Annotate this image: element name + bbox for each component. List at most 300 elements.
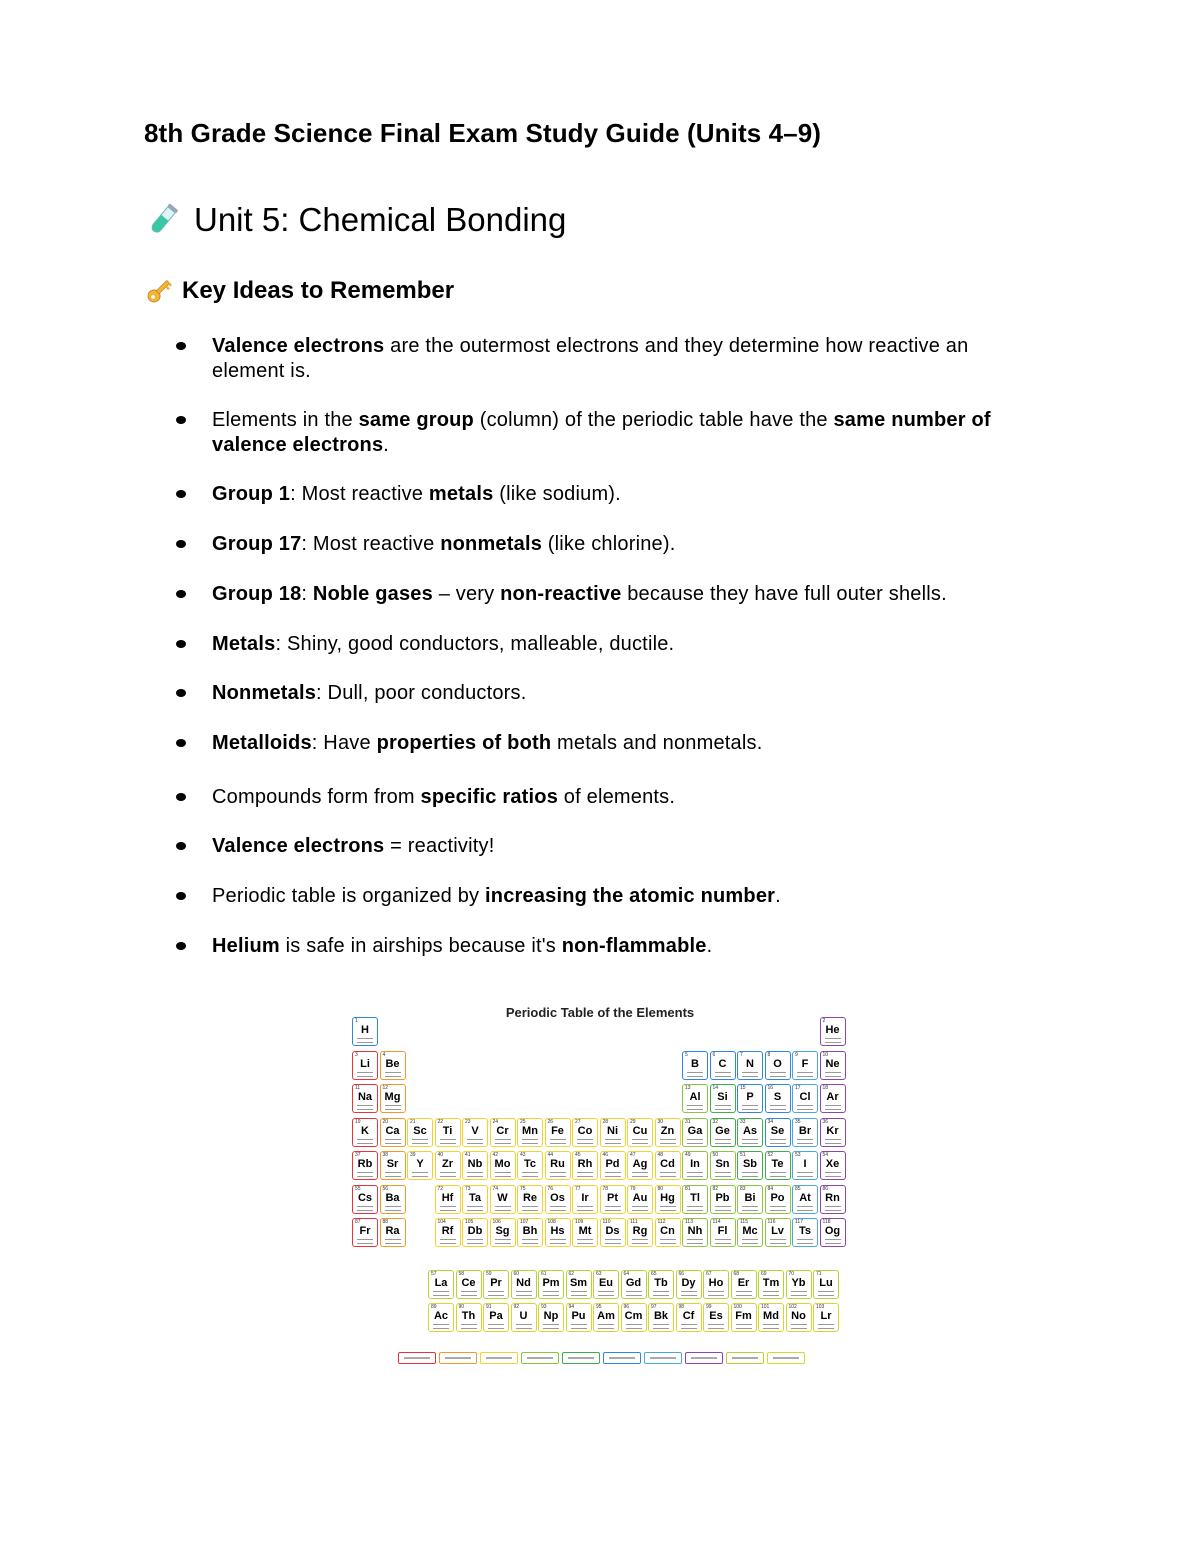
element-detail-line — [736, 1324, 752, 1325]
element-detail-line — [357, 1172, 373, 1173]
element-symbol: Bi — [744, 1191, 756, 1204]
atomic-number: 72 — [437, 1185, 444, 1192]
element-cell — [765, 1051, 791, 1080]
atomic-number: 52 — [767, 1152, 774, 1158]
element-cell — [765, 1118, 791, 1147]
element-detail-line — [797, 1139, 813, 1140]
key-idea-item — [176, 334, 1046, 384]
element-symbol: La — [434, 1277, 448, 1289]
element-detail-line — [495, 1206, 511, 1207]
atomic-number: 69 — [761, 1271, 767, 1277]
atomic-number: 96 — [623, 1304, 630, 1310]
element-cell — [352, 1017, 378, 1046]
element-symbol: Rb — [357, 1158, 373, 1170]
key-idea-item — [176, 532, 1046, 557]
element-cell — [648, 1303, 674, 1332]
periodic-table-image — [350, 1000, 850, 1380]
element-cell — [758, 1270, 784, 1299]
element-symbol: Nd — [516, 1277, 531, 1289]
element-cell — [600, 1185, 626, 1214]
text-run: (like chlorine). — [542, 533, 676, 555]
bullet-icon — [176, 739, 186, 747]
key-idea-item — [176, 632, 1046, 657]
element-detail-line — [385, 1072, 401, 1073]
element-detail-line — [550, 1143, 566, 1144]
element-symbol: Bk — [653, 1310, 669, 1322]
element-detail-line — [632, 1143, 648, 1144]
element-symbol: Fl — [717, 1225, 728, 1237]
element-detail-line — [770, 1206, 786, 1207]
atomic-number: 117 — [795, 1219, 803, 1225]
key-idea-item — [176, 934, 1046, 959]
atomic-number: 114 — [712, 1219, 721, 1225]
element-detail-line — [770, 1139, 786, 1140]
element-detail-line — [543, 1291, 559, 1292]
text-run: Periodic table is organized by — [212, 885, 486, 907]
element-symbol: Cu — [632, 1124, 648, 1137]
element-detail-line — [770, 1239, 786, 1240]
element-detail-line — [461, 1291, 477, 1292]
element-detail-line — [543, 1324, 559, 1325]
element-detail-line — [571, 1291, 587, 1292]
atomic-number: 115 — [740, 1219, 748, 1225]
element-symbol: H — [361, 1024, 369, 1036]
element-detail-line — [660, 1172, 676, 1173]
element-cell — [676, 1270, 702, 1299]
atomic-number: 35 — [795, 1118, 801, 1125]
atomic-number: 36 — [822, 1118, 829, 1125]
element-cell — [456, 1270, 482, 1299]
element-detail-line — [681, 1291, 697, 1292]
element-symbol: Pb — [715, 1191, 730, 1204]
element-detail-line — [605, 1243, 621, 1244]
atomic-number: 89 — [431, 1304, 437, 1310]
atomic-number: 94 — [568, 1304, 575, 1310]
element-cell — [490, 1151, 516, 1180]
element-detail-line — [433, 1328, 449, 1329]
element-detail-line — [770, 1105, 786, 1106]
element-cell — [710, 1218, 736, 1247]
atomic-number: 2 — [822, 1018, 826, 1024]
element-detail-line — [598, 1328, 614, 1329]
element-symbol: Re — [522, 1191, 538, 1204]
bold-term: Valence electrons — [212, 835, 385, 857]
bullet-icon — [176, 892, 186, 900]
atomic-number: 98 — [678, 1304, 685, 1310]
element-cell — [731, 1270, 757, 1299]
bold-term: same group — [358, 409, 474, 431]
element-symbol: Hg — [660, 1191, 675, 1204]
atomic-number: 92 — [513, 1304, 520, 1310]
atomic-number: 41 — [465, 1152, 471, 1158]
atomic-number: 31 — [685, 1118, 691, 1125]
element-symbol: N — [746, 1057, 754, 1070]
atomic-number: 29 — [630, 1118, 636, 1125]
bullet-icon — [176, 689, 186, 697]
bold-term: nonmetals — [440, 533, 543, 555]
atomic-number: 10 — [822, 1051, 829, 1058]
element-symbol: Pr — [490, 1277, 502, 1289]
key-idea-item — [176, 408, 1046, 458]
periodic-table-title: Periodic Table of the Elements — [505, 1005, 695, 1020]
element-cell — [600, 1118, 626, 1147]
element-symbol: Fm — [735, 1310, 752, 1322]
element-detail-line — [660, 1176, 676, 1177]
legend-swatch — [398, 1352, 436, 1364]
key-idea-item — [176, 582, 1046, 607]
element-symbol: Pt — [607, 1191, 618, 1204]
element-detail-line — [763, 1324, 779, 1325]
atomic-number: 25 — [520, 1118, 526, 1125]
element-symbol: Am — [597, 1310, 615, 1322]
legend-swatch — [439, 1352, 477, 1364]
element-symbol: O — [773, 1057, 782, 1070]
element-symbol: U — [519, 1310, 528, 1322]
element-detail-line — [461, 1295, 477, 1296]
atomic-number: 1 — [355, 1018, 358, 1024]
element-symbol: Cd — [660, 1158, 675, 1170]
element-symbol: Rn — [825, 1191, 840, 1204]
atomic-number: 90 — [458, 1304, 465, 1310]
element-detail-line — [715, 1076, 731, 1077]
element-symbol: Mg — [384, 1091, 401, 1103]
element-symbol: Kr — [826, 1124, 839, 1137]
element-cell — [758, 1303, 784, 1332]
bullet-icon — [176, 590, 186, 598]
element-detail-line — [660, 1210, 676, 1211]
element-detail-line — [818, 1291, 834, 1292]
element-cell — [621, 1303, 647, 1332]
atomic-number: 8 — [767, 1051, 771, 1058]
atomic-number: 24 — [492, 1118, 499, 1125]
element-cell — [462, 1218, 488, 1247]
element-detail-line — [550, 1176, 566, 1177]
element-detail-line — [742, 1109, 758, 1110]
element-detail-line — [736, 1291, 752, 1292]
element-cell — [655, 1185, 681, 1214]
element-cell — [655, 1118, 681, 1147]
element-detail-line — [687, 1172, 703, 1173]
element-symbol: Ds — [605, 1225, 620, 1237]
element-cell — [511, 1303, 537, 1332]
element-detail-line — [550, 1243, 566, 1244]
element-detail-line — [632, 1206, 648, 1207]
text-run: : Most reactive — [301, 533, 441, 555]
legend-label-line — [650, 1357, 676, 1359]
element-detail-line — [467, 1239, 483, 1240]
element-detail-line — [825, 1105, 841, 1106]
element-detail-line — [626, 1295, 642, 1296]
text-run: is safe in airships because it's — [279, 935, 562, 957]
element-detail-line — [516, 1291, 532, 1292]
atomic-number: 4 — [382, 1051, 386, 1058]
atomic-number: 55 — [355, 1185, 361, 1192]
atomic-number: 88 — [382, 1219, 389, 1225]
atomic-number: 105 — [465, 1219, 474, 1225]
element-symbol: In — [690, 1158, 700, 1170]
element-detail-line — [571, 1328, 587, 1329]
element-cell — [710, 1185, 736, 1214]
element-detail-line — [687, 1105, 703, 1106]
element-cell — [765, 1151, 791, 1180]
legend-label-line — [609, 1357, 635, 1359]
element-symbol: Tc — [523, 1158, 537, 1170]
element-detail-line — [495, 1139, 511, 1140]
element-detail-line — [742, 1072, 758, 1073]
element-detail-line — [461, 1328, 477, 1329]
element-detail-line — [708, 1291, 724, 1292]
element-detail-line — [825, 1210, 841, 1211]
element-symbol: Hf — [441, 1191, 454, 1204]
element-symbol: Rf — [441, 1225, 454, 1237]
element-detail-line — [357, 1210, 373, 1211]
atomic-number: 11 — [355, 1085, 361, 1091]
element-detail-line — [791, 1291, 807, 1292]
element-cell — [682, 1185, 708, 1214]
element-cell — [490, 1185, 516, 1214]
bullet-icon — [176, 793, 186, 801]
element-cell — [676, 1303, 702, 1332]
element-detail-line — [626, 1328, 642, 1329]
element-detail-line — [736, 1328, 752, 1329]
bullet-icon — [176, 490, 186, 498]
element-cell — [792, 1118, 818, 1147]
element-detail-line — [763, 1295, 779, 1296]
element-cell — [511, 1270, 537, 1299]
element-detail-line — [715, 1243, 731, 1244]
element-cell — [462, 1151, 488, 1180]
element-symbol: Mc — [742, 1225, 758, 1237]
element-symbol: Og — [824, 1225, 841, 1237]
element-detail-line — [742, 1206, 758, 1207]
element-cell — [820, 1017, 846, 1046]
element-detail-line — [742, 1243, 758, 1244]
element-cell — [517, 1185, 543, 1214]
element-symbol: Ts — [798, 1225, 812, 1237]
text-run: (column) of the periodic table have the — [473, 409, 834, 431]
bold-term: Valence electrons — [212, 335, 385, 357]
element-symbol: Er — [737, 1277, 750, 1289]
atomic-number: 54 — [822, 1152, 829, 1158]
atomic-number: 46 — [602, 1152, 609, 1158]
element-detail-line — [797, 1206, 813, 1207]
element-detail-line — [742, 1076, 758, 1077]
element-cell — [545, 1118, 571, 1147]
element-cell — [517, 1151, 543, 1180]
element-cell — [786, 1303, 812, 1332]
element-detail-line — [467, 1243, 483, 1244]
element-detail-line — [770, 1172, 786, 1173]
element-cell — [572, 1218, 598, 1247]
atomic-number: 65 — [651, 1271, 657, 1277]
element-detail-line — [797, 1109, 813, 1110]
element-detail-line — [357, 1243, 373, 1244]
element-detail-line — [385, 1076, 401, 1077]
element-detail-line — [522, 1176, 538, 1177]
element-detail-line — [522, 1243, 538, 1244]
atomic-number: 110 — [602, 1219, 611, 1225]
element-symbol: As — [742, 1124, 758, 1137]
element-symbol: Na — [357, 1091, 373, 1103]
atomic-number: 43 — [520, 1152, 526, 1158]
bold-term: properties of both — [376, 732, 552, 754]
element-detail-line — [598, 1324, 614, 1325]
element-detail-line — [440, 1139, 456, 1140]
element-detail-line — [797, 1176, 813, 1177]
element-symbol: Fe — [551, 1124, 564, 1137]
bold-term: Group 17 — [212, 533, 302, 555]
legend-label-line — [486, 1357, 512, 1359]
key-ideas-heading-text: Key Ideas to Remember — [182, 277, 455, 304]
atomic-number: 104 — [437, 1219, 446, 1225]
element-symbol: Sn — [715, 1158, 730, 1170]
element-detail-line — [385, 1105, 401, 1106]
atomic-number: 23 — [465, 1118, 471, 1125]
atomic-number: 26 — [547, 1118, 554, 1125]
element-detail-line — [687, 1210, 703, 1211]
legend-swatch — [767, 1352, 805, 1364]
element-cell — [517, 1118, 543, 1147]
element-symbol: Sg — [495, 1225, 510, 1237]
element-detail-line — [467, 1176, 483, 1177]
atomic-number: 82 — [712, 1185, 719, 1192]
element-detail-line — [660, 1143, 676, 1144]
element-detail-line — [543, 1328, 559, 1329]
atomic-number: 112 — [657, 1219, 666, 1225]
element-symbol: Ar — [826, 1091, 839, 1103]
bullet-icon — [176, 416, 186, 424]
element-cell — [792, 1185, 818, 1214]
element-detail-line — [687, 1243, 703, 1244]
legend-swatch — [480, 1352, 518, 1364]
element-cell — [428, 1303, 454, 1332]
legend-label-line — [691, 1357, 717, 1359]
element-detail-line — [797, 1239, 813, 1240]
element-detail-line — [797, 1210, 813, 1211]
element-detail-line — [577, 1239, 593, 1240]
element-detail-line — [825, 1206, 841, 1207]
element-detail-line — [550, 1206, 566, 1207]
element-cell — [627, 1185, 653, 1214]
key-idea-item — [176, 884, 1046, 909]
element-detail-line — [715, 1072, 731, 1073]
element-cell — [380, 1118, 406, 1147]
element-symbol: Sc — [413, 1124, 427, 1137]
element-detail-line — [495, 1210, 511, 1211]
key-idea-text — [212, 785, 1046, 810]
element-detail-line — [825, 1172, 841, 1173]
element-symbol: Mt — [578, 1225, 592, 1237]
element-symbol: He — [825, 1024, 840, 1036]
atomic-number: 75 — [520, 1185, 526, 1192]
atomic-number: 78 — [602, 1185, 609, 1192]
atomic-number: 99 — [706, 1304, 712, 1310]
element-detail-line — [385, 1109, 401, 1110]
element-detail-line — [522, 1210, 538, 1211]
element-cell — [737, 1151, 763, 1180]
atomic-number: 91 — [486, 1304, 492, 1310]
element-symbol: Ge — [715, 1124, 730, 1137]
atomic-number: 32 — [712, 1118, 719, 1125]
element-detail-line — [660, 1206, 676, 1207]
key-idea-text — [212, 934, 1046, 959]
element-detail-line — [632, 1243, 648, 1244]
atomic-number: 67 — [706, 1271, 712, 1277]
element-symbol: Fr — [359, 1225, 371, 1237]
element-cell — [545, 1151, 571, 1180]
element-detail-line — [715, 1143, 731, 1144]
element-cell — [820, 1185, 846, 1214]
element-detail-line — [715, 1239, 731, 1240]
atomic-number: 68 — [733, 1271, 740, 1277]
element-detail-line — [825, 1139, 841, 1140]
element-detail-line — [681, 1324, 697, 1325]
element-symbol: Md — [763, 1310, 779, 1322]
element-symbol: Dy — [681, 1277, 696, 1289]
element-cell — [765, 1084, 791, 1113]
key-idea-item — [176, 681, 1046, 706]
element-cell — [538, 1303, 564, 1332]
element-detail-line — [495, 1172, 511, 1173]
element-symbol: Sm — [569, 1277, 588, 1289]
atomic-number: 20 — [382, 1118, 389, 1125]
element-detail-line — [467, 1139, 483, 1140]
element-cell — [786, 1270, 812, 1299]
element-cell — [703, 1270, 729, 1299]
element-symbol: Pa — [489, 1310, 503, 1322]
element-cell — [710, 1118, 736, 1147]
element-detail-line — [715, 1109, 731, 1110]
text-run: : — [301, 583, 313, 605]
element-symbol: Lr — [820, 1310, 832, 1322]
element-cell — [737, 1218, 763, 1247]
element-detail-line — [357, 1239, 373, 1240]
element-detail-line — [385, 1172, 401, 1173]
element-detail-line — [357, 1143, 373, 1144]
element-detail-line — [522, 1139, 538, 1140]
bullet-icon — [176, 540, 186, 548]
key-idea-item — [176, 482, 1046, 507]
atomic-number: 40 — [437, 1152, 444, 1158]
atomic-number: 3 — [355, 1051, 358, 1058]
atomic-number: 5 — [685, 1051, 688, 1058]
atomic-number: 86 — [822, 1185, 829, 1192]
element-detail-line — [653, 1328, 669, 1329]
element-cell — [352, 1118, 378, 1147]
element-detail-line — [357, 1109, 373, 1110]
element-detail-line — [516, 1328, 532, 1329]
atomic-number: 33 — [740, 1118, 746, 1125]
element-detail-line — [791, 1328, 807, 1329]
element-detail-line — [825, 1038, 841, 1039]
element-detail-line — [516, 1324, 532, 1325]
legend-label-line — [773, 1357, 799, 1359]
element-detail-line — [357, 1206, 373, 1207]
element-symbol: Tm — [762, 1277, 780, 1289]
key-idea-item — [176, 834, 1046, 859]
element-detail-line — [632, 1210, 648, 1211]
element-cell — [655, 1151, 681, 1180]
element-symbol: Np — [543, 1310, 559, 1322]
element-cell — [352, 1151, 378, 1180]
element-detail-line — [797, 1243, 813, 1244]
element-detail-line — [742, 1105, 758, 1106]
atomic-number: 9 — [795, 1051, 798, 1058]
element-detail-line — [818, 1324, 834, 1325]
element-cell — [435, 1218, 461, 1247]
element-symbol: Po — [770, 1191, 785, 1204]
key-idea-text — [212, 532, 1046, 557]
